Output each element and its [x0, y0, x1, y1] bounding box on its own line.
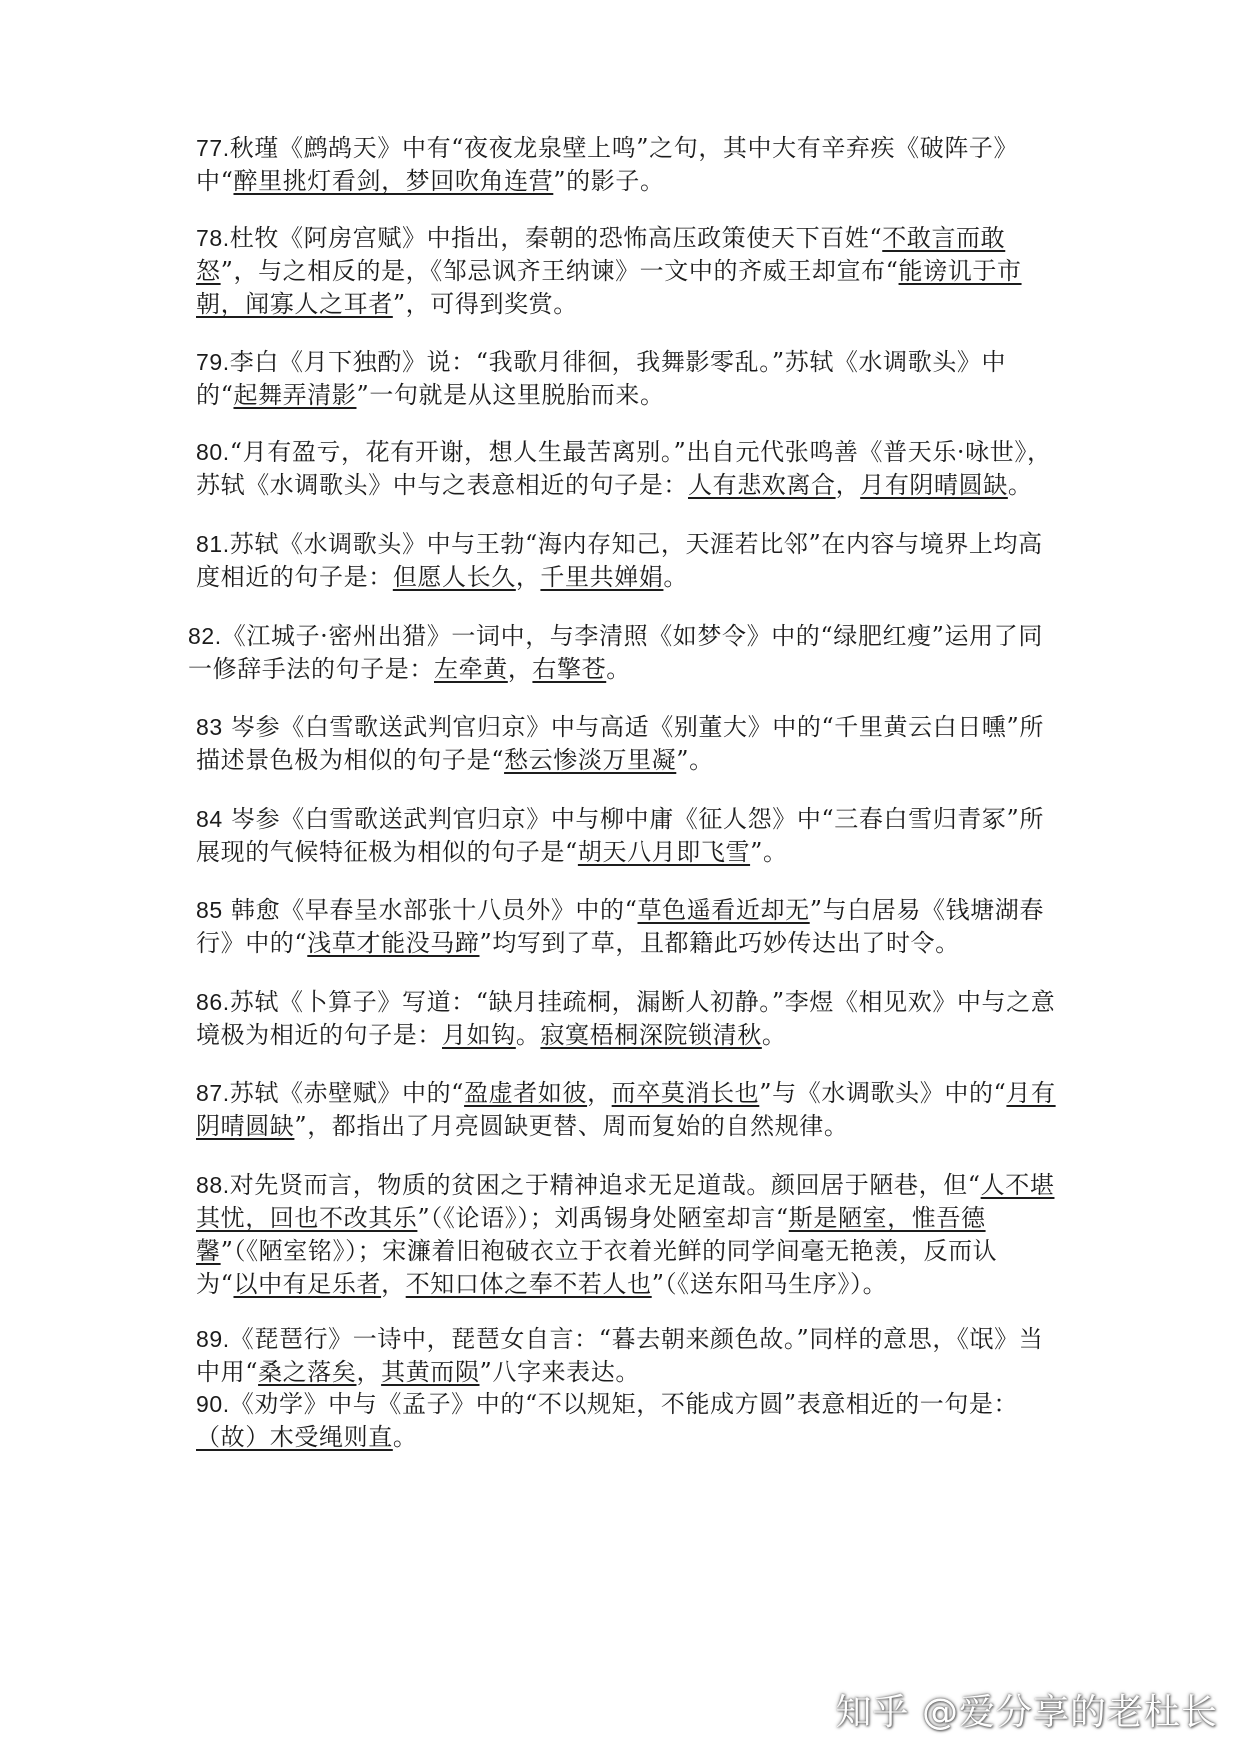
question-text: 对先贤而言，物质的贫困之于精神追求无足道哉。颜回居于陋巷，但“: [229, 1171, 981, 1199]
answer-text: 桑之落矣: [258, 1358, 357, 1386]
item-number: 85: [196, 897, 223, 923]
question-text: ，: [587, 1079, 612, 1107]
answer-text: 其黄而陨: [381, 1358, 480, 1386]
item-number: 87.: [196, 1080, 230, 1106]
question-text: 。: [761, 1021, 787, 1049]
item-number: 79.: [196, 349, 230, 375]
question-text: 苏轼《水调歌头》中与王勃“海内存知己，天涯若比邻”在内容与境界上均高度相近的句子是：: [196, 530, 1043, 591]
item-79: [196, 346, 1056, 412]
question-text: 岑参《白雪歌送武判官归京》中与柳中庸《征人怨》中“三春白雪归青冢”所展现的气候特征极为相似的句子是“: [196, 805, 1044, 866]
item-90: [196, 1388, 1056, 1454]
answer-text: （故）木受绳则直: [196, 1423, 393, 1451]
item-number: 86.: [196, 989, 230, 1015]
item-82: [188, 620, 1048, 686]
question-text: 秋瑾《鹧鸪天》中有“夜夜龙泉壁上鸣”之句，其中大有辛弃疾《破阵子》中“: [196, 134, 1019, 195]
item-85: [196, 894, 1056, 960]
question-text: 。: [515, 1021, 541, 1049]
answer-text: 起舞弄清影: [233, 381, 357, 409]
question-text: 。: [1007, 471, 1033, 499]
question-text: ，: [515, 563, 541, 591]
question-text: 。: [392, 1423, 418, 1451]
question-text: ”，都指出了月亮圆缺更替、周而复始的自然规律。: [294, 1112, 849, 1140]
question-text: ”（《陋室铭》）；宋濂着旧袍破衣立于衣着光鲜的同学间毫无艳羡，反而认为“: [196, 1237, 998, 1298]
watermark: 知乎 @爱分享的老杜长: [835, 1692, 1218, 1733]
question-text: ”。: [676, 746, 714, 774]
answer-text: 醉里挑灯看剑，梦回吹角连营: [233, 167, 554, 195]
question-text: 苏轼《卜算子》写道：“缺月挂疏桐，漏断人初静。”李煜《相见欢》中与之意境极为相近的句子是：: [196, 988, 1056, 1049]
answer-text: 盈虚者如彼: [464, 1079, 588, 1107]
question-text: 。: [663, 563, 689, 591]
question-text: 杜牧《阿房宫赋》中指出，秦朝的恐怖高压政策使天下百姓“: [229, 224, 883, 252]
answer-text: 千里共婵娟: [540, 563, 664, 591]
item-number: 78.: [196, 225, 230, 251]
answer-text: 愁云惨淡万里凝: [504, 746, 677, 774]
question-text: ，: [356, 1358, 382, 1386]
item-86: [196, 986, 1056, 1052]
question-text: ，: [835, 471, 861, 499]
question-text: ”与白居易《钱塘湖春行》中的“: [196, 896, 1044, 957]
item-number: 80.: [196, 439, 230, 465]
answer-text: 人不堪其忧，回也不改其乐: [196, 1171, 1055, 1232]
answer-text: 月有阴晴圆缺: [196, 1079, 1056, 1140]
item-number: 77.: [196, 135, 230, 161]
item-83: [196, 711, 1056, 777]
question-text: 《琵琶行》一诗中，琵琶女自言：“暮去朝来颜色故。”同样的意思，《氓》当中用“: [196, 1325, 1044, 1386]
item-88: [196, 1169, 1056, 1301]
item-87: [196, 1077, 1056, 1143]
question-text: 《江城子·密州出猎》一词中，与李清照《如梦令》中的“绿肥红瘦”运用了同一修辞手法的句子是：: [188, 622, 1043, 683]
question-text: 苏轼《赤壁赋》中的“: [229, 1079, 465, 1107]
answer-text: 不知口体之奉不若人也: [405, 1270, 652, 1298]
question-text: ”。: [750, 838, 788, 866]
answer-text: 左牵黄: [434, 655, 508, 683]
answer-text: 斯是陋室，惟吾德馨: [196, 1204, 986, 1265]
answer-text: 月如钩: [442, 1021, 516, 1049]
answer-text: 但愿人长久: [392, 563, 516, 591]
answer-text: 寂寞梧桐深院锁清秋: [540, 1021, 762, 1049]
question-text: 李白《月下独酌》说：“我歌月徘徊，我舞影零乱。”苏轼《水调歌头》中的“: [196, 348, 1007, 409]
item-84: [196, 803, 1056, 869]
question-text: 韩愈《早春呈水部张十八员外》中的“: [222, 896, 638, 924]
question-text: ”均写到了草，且都籍此巧妙传达出了时令。: [479, 929, 960, 957]
answer-text: 以中有足乐者: [233, 1270, 382, 1298]
item-number: 83: [196, 714, 223, 740]
question-text: 《劝学》中与《孟子》中的“不以规矩，不能成方圆”表意相近的一句是：: [229, 1390, 1019, 1418]
question-text: ”与《水调歌头》中的“: [759, 1079, 1007, 1107]
item-89: [196, 1323, 1056, 1389]
answer-text: 浅草才能没马蹄: [307, 929, 480, 957]
item-77: [196, 132, 1056, 198]
answer-text: 不敢言而敢怒: [196, 224, 1006, 285]
question-text: ”（《论语》）；刘禹锡身处陋室却言“: [417, 1204, 789, 1232]
item-number: 81.: [196, 531, 230, 557]
question-text: “月有盈亏，花有开谢，想人生最苦离别。”出自元代张鸣善《普天乐·咏世》，苏轼《水调歌头》中与之表意相近的句子是：: [196, 438, 1052, 499]
question-text: 。: [606, 655, 631, 683]
question-text: ，: [507, 655, 533, 683]
question-text: ”，可得到奖赏。: [392, 290, 578, 318]
answer-text: 草色遥看近却无: [637, 896, 810, 924]
question-text: ”八字来表达。: [479, 1358, 640, 1386]
question-text: 岑参《白雪歌送武判官归京》中与高适《别董大》中的“千里黄云白日曛”所描述景色极为相似的句子是“: [196, 713, 1044, 774]
answer-text: 月有阴晴圆缺: [860, 471, 1008, 499]
item-number: 82.: [188, 623, 222, 649]
answer-text: 而卒莫消长也: [611, 1079, 760, 1107]
item-81: [196, 528, 1056, 594]
item-78: [196, 222, 1056, 321]
answer-text: 人有悲欢离合: [688, 471, 836, 499]
item-number: 88.: [196, 1172, 230, 1198]
question-text: ”，与之相反的是，《邹忌讽齐王纳谏》一文中的齐威王却宣布“: [220, 257, 899, 285]
answer-text: 右擎苍: [532, 655, 607, 683]
question-text: ”（《送东阳马生序》）。: [651, 1270, 888, 1298]
answer-text: 胡天八月即飞雪: [577, 838, 751, 866]
question-text: ”一句就是从这里脱胎而来。: [356, 381, 665, 409]
answer-text: 能谤讥于市朝，闻寡人之耳者: [196, 257, 1022, 318]
item-number: 89.: [196, 1326, 230, 1352]
item-number: 84: [196, 806, 223, 832]
question-text: ，: [381, 1270, 406, 1298]
question-text: ”的影子。: [553, 167, 665, 195]
item-number: 90.: [196, 1391, 230, 1417]
item-80: [196, 436, 1056, 502]
